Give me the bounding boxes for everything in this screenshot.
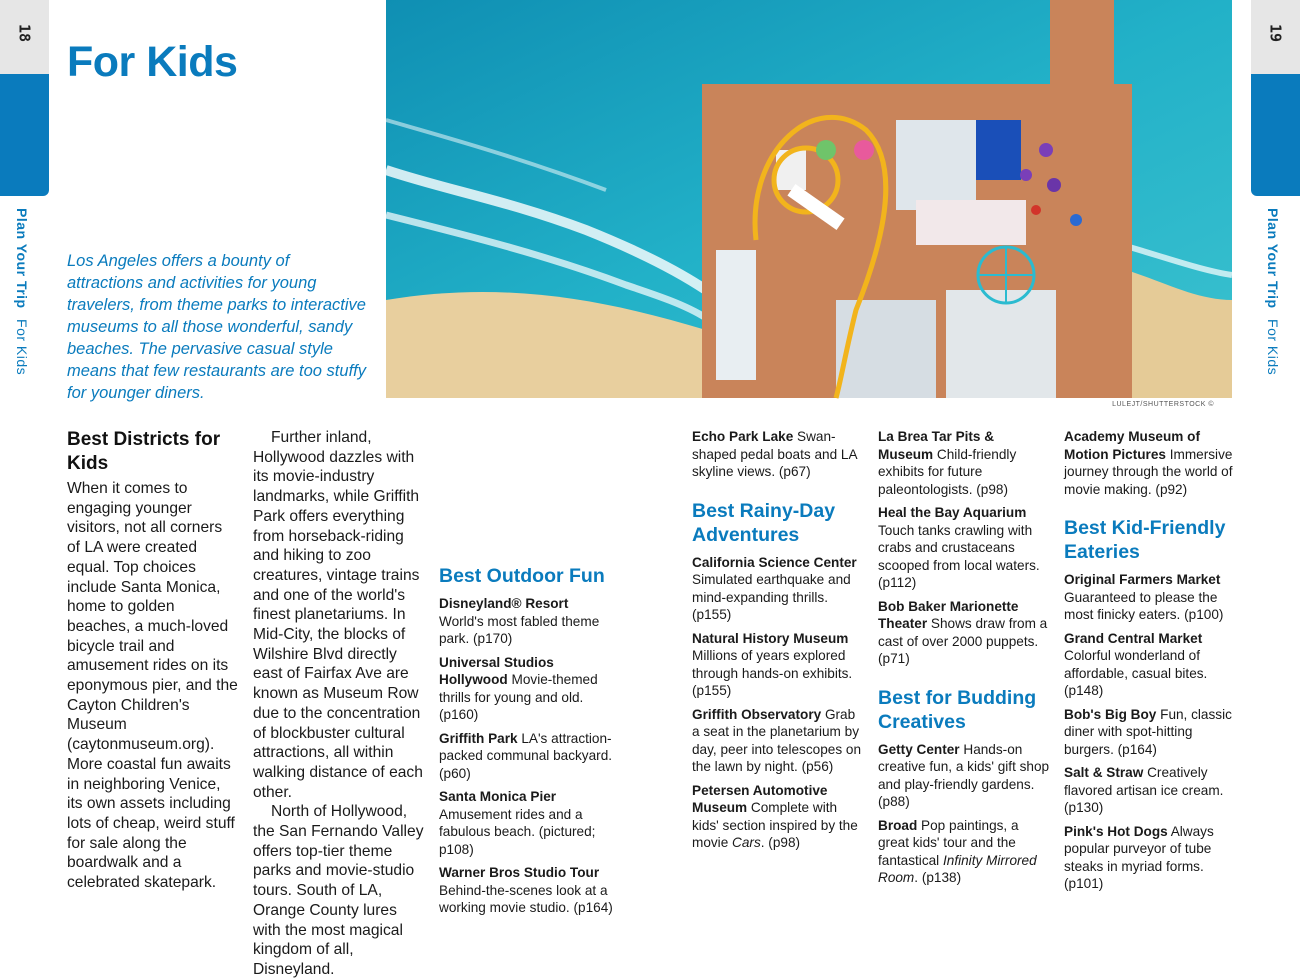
santa-monica-pier-photo [386,0,1232,398]
list-item: Griffith Park LA's attraction-packed communal backyard. (p60) [439,730,613,781]
page-title: For Kids [67,38,238,86]
districts-paragraph-2: Further inland, Hollywood dazzles with its movie-industry landmarks, while Griffith Park offers everything from horseback-riding and hiking to zoo creatures, vintage trains and one of the world's finest planetariums. In Mid-City, the blocks of Wilshire Blvd directly east of Fairfax Ave are known as Museum Row due to the concentration of blockbuster cultural attractions, all within walking distance of each other. [253,429,423,801]
districts-paragraph-1: When it comes to engaging younger visitors, not all corners of LA were created equal. Top choices include Santa Monica, home to golden beaches, a much-loved bicycle trail and amusement rides on its eponymous pier, and the Cayton Children's Museum (caytonmuseum.org). More coastal fun awaits in neighboring Venice, its own assets including lots of cheap, weird stuff for sale along the boardwalk and a celebrated skatepark. [67,480,238,892]
eateries-heading: Best Kid-Friendly Eateries [1064,517,1226,563]
list-item: Pink's Hot Dogs Always popular purveyor of tube steaks in myriad forms. (p101) [1064,823,1214,891]
list-item: Getty Center Hands-on creative fun, a kids' gift shop and play-friendly gardens. (p88) [878,741,1050,809]
list-item: Bob's Big Boy Fun, classic diner with spot-hitting burgers. (p164) [1064,706,1232,757]
list-item: Disneyland® Resort World's most fabled theme park. (p170) [439,596,600,646]
list-item: Salt & Straw Creatively flavored artisan ice cream. (p130) [1064,765,1224,815]
rainy-heading: Best Rainy-Day Adventures [692,499,836,546]
page-number-left: 18 [0,0,49,74]
list-item: Broad Pop paintings, a great kids' tour and the fantastical Infinity Mirrored Room. (p138) [878,817,1037,885]
list-item: Griffith Observatory Grab a seat in the planetarium by day, peer into telescopes on the lawn by night. (p56) [692,706,862,774]
outdoor-heading: Best Outdoor Fun [439,565,605,587]
page-number-right: 19 [1251,0,1300,74]
list-item: Petersen Automotive Museum Complete with kids' section inspired by the movie Cars. (p98) [692,782,858,850]
list-item: Natural History Museum Millions of years explored through hands-on exhibits. (p155) [692,630,853,698]
photo-credit: LULEJT/SHUTTERSTOCK © [1112,401,1214,408]
column-2 [253,428,425,980]
list-item: Santa Monica Pier Amusement rides and a fabulous beach. (pictured; p108) [439,789,596,857]
column-5 [878,428,1050,893]
list-item: Heal the Bay Aquarium Touch tanks crawling with crabs and crustaceans scooped from local waters. (p112) [878,505,1040,590]
section-tab-left [0,74,49,196]
intro-text: Los Angeles offers a bounty of attractions and activities for young travelers, from theme parks to interactive museums to all those wonderful, sandy beaches. The pervasive casual style means that few restaurants are too stuffy for younger diners. [67,252,366,402]
section-tab-right [1251,74,1300,196]
list-item: Universal Studios Hollywood Movie-themed thrills for young and old. (p160) [439,654,598,722]
section-label-right: Plan Your Trip For Kids [1265,208,1281,376]
districts-paragraph-3: North of Hollywood, the San Fernando Valley offers top-tier theme parks and movie-studio tours. South of LA, Orange County lures with the most magical kingdom of all, Disneyland. [253,803,424,978]
creatives-heading: Best for Budding Creatives [878,686,1037,733]
column-4 [692,428,862,858]
column-3 [439,428,615,923]
list-item: Bob Baker Marionette Theater Shows draw from a cast of over 2000 puppets. (p71) [878,598,1048,666]
districts-heading: Best Districts for Kids [67,429,221,474]
column-1 [67,428,239,893]
list-item: Warner Bros Studio Tour Behind-the-scenes look at a working movie studio. (p164) [439,865,613,915]
list-item: Echo Park Lake Swan-shaped pedal boats and LA skyline views. (p67) [692,429,857,479]
list-item: Academy Museum of Motion Pictures Immersive journey through the world of movie making. (p92) [1064,429,1233,497]
list-item: Grand Central Market Colorful wonderland of affordable, casual bites. (p148) [1064,630,1208,698]
section-label-left: Plan Your Trip For Kids [14,208,30,376]
list-item: Original Farmers Market Guaranteed to please the most finicky eaters. (p100) [1064,572,1224,622]
column-6 [1064,428,1236,899]
list-item: California Science Center Simulated earthquake and mind-expanding thrills. (p155) [692,554,857,622]
list-item: La Brea Tar Pits & Museum Child-friendly exhibits for future paleontologists. (p98) [878,429,1017,497]
